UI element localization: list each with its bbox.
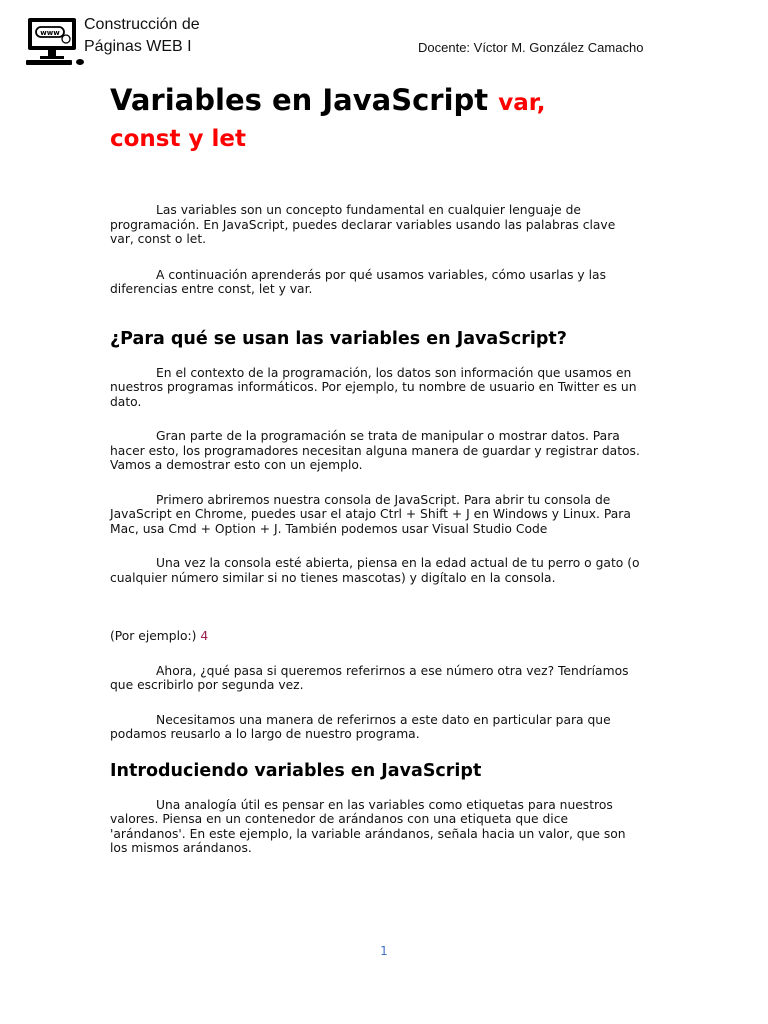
paragraph-reuse: Necesitamos una manera de referirnos a este dato en particular para que podamos reusarlo a lo largo de nuestro programa. xyxy=(110,712,611,741)
paragraph-console: Primero abriremos nuestra consola de JavaScript. Para abrir tu consola de JavaScript en Chrome, puedes usar el atajo Ctrl + Shift + J en Windows y Linux. Para Mac, usa Cmd + Option + J. También podemos usar Visual Studio Code xyxy=(110,492,631,536)
course-title-line2: Páginas WEB I xyxy=(84,38,192,55)
example-value: 4 xyxy=(200,629,209,643)
title-main: Variables en JavaScript xyxy=(110,83,489,117)
teacher-name: Docente: Víctor M. González Camacho xyxy=(418,40,644,55)
section-heading-introducing: Introduciendo variables en JavaScript xyxy=(110,760,482,781)
paragraph-pet-age: Una vez la consola esté abierta, piensa en la edad actual de tu perro o gato (o cualquier número similar si no tienes mascotas) y digítalo en la consola. xyxy=(110,556,640,585)
svg-text:www: www xyxy=(40,29,60,37)
paragraph-manipulate-data: Gran parte de la programación se trata de manipular o mostrar datos. Para hacer esto, los programadores necesitan alguna manera de guardar y registrar datos. Vamos a demostrar esto con un ejemplo. xyxy=(110,429,640,472)
title-accent-var: var, xyxy=(498,90,546,116)
title-accent-const-let: const y let xyxy=(110,126,246,152)
paragraph-continuation: A continuación aprenderás por qué usamos variables, cómo usarlas y las diferencias entre const, let y var. xyxy=(110,267,606,296)
example-label: (Por ejemplo:) xyxy=(110,629,197,643)
page-title xyxy=(110,84,640,156)
page-number: 1 xyxy=(380,944,388,958)
paragraph-intro: Las variables son un concepto fundamental en cualquier lenguaje de programación. En JavaScript, puedes declarar variables usando las palabras clave var, const o let. xyxy=(110,203,616,246)
example-line xyxy=(110,629,640,644)
page-header xyxy=(0,0,768,70)
paragraph-analogy: Una analogía útil es pensar en las variables como etiquetas para nuestros valores. Piensa en un contenedor de arándanos con una etiqueta que dice 'arándanos'. En este ejemplo, la variable arándanos, señala hacia un valor, que son los mismos arándanos. xyxy=(110,797,626,855)
computer-www-icon xyxy=(24,16,86,66)
course-title-line1: Construcción de xyxy=(84,16,200,33)
section-heading-purpose: ¿Para qué se usan las variables en JavaScript? xyxy=(110,328,567,349)
document-body xyxy=(110,84,640,856)
paragraph-refer-again: Ahora, ¿qué pasa si queremos referirnos a ese número otra vez? Tendríamos que escribirlo por segunda vez. xyxy=(110,663,629,692)
course-title xyxy=(84,14,200,58)
paragraph-context: En el contexto de la programación, los datos son información que usamos en nuestros programas informáticos. Por ejemplo, tu nombre de usuario en Twitter es un dato. xyxy=(110,365,637,409)
